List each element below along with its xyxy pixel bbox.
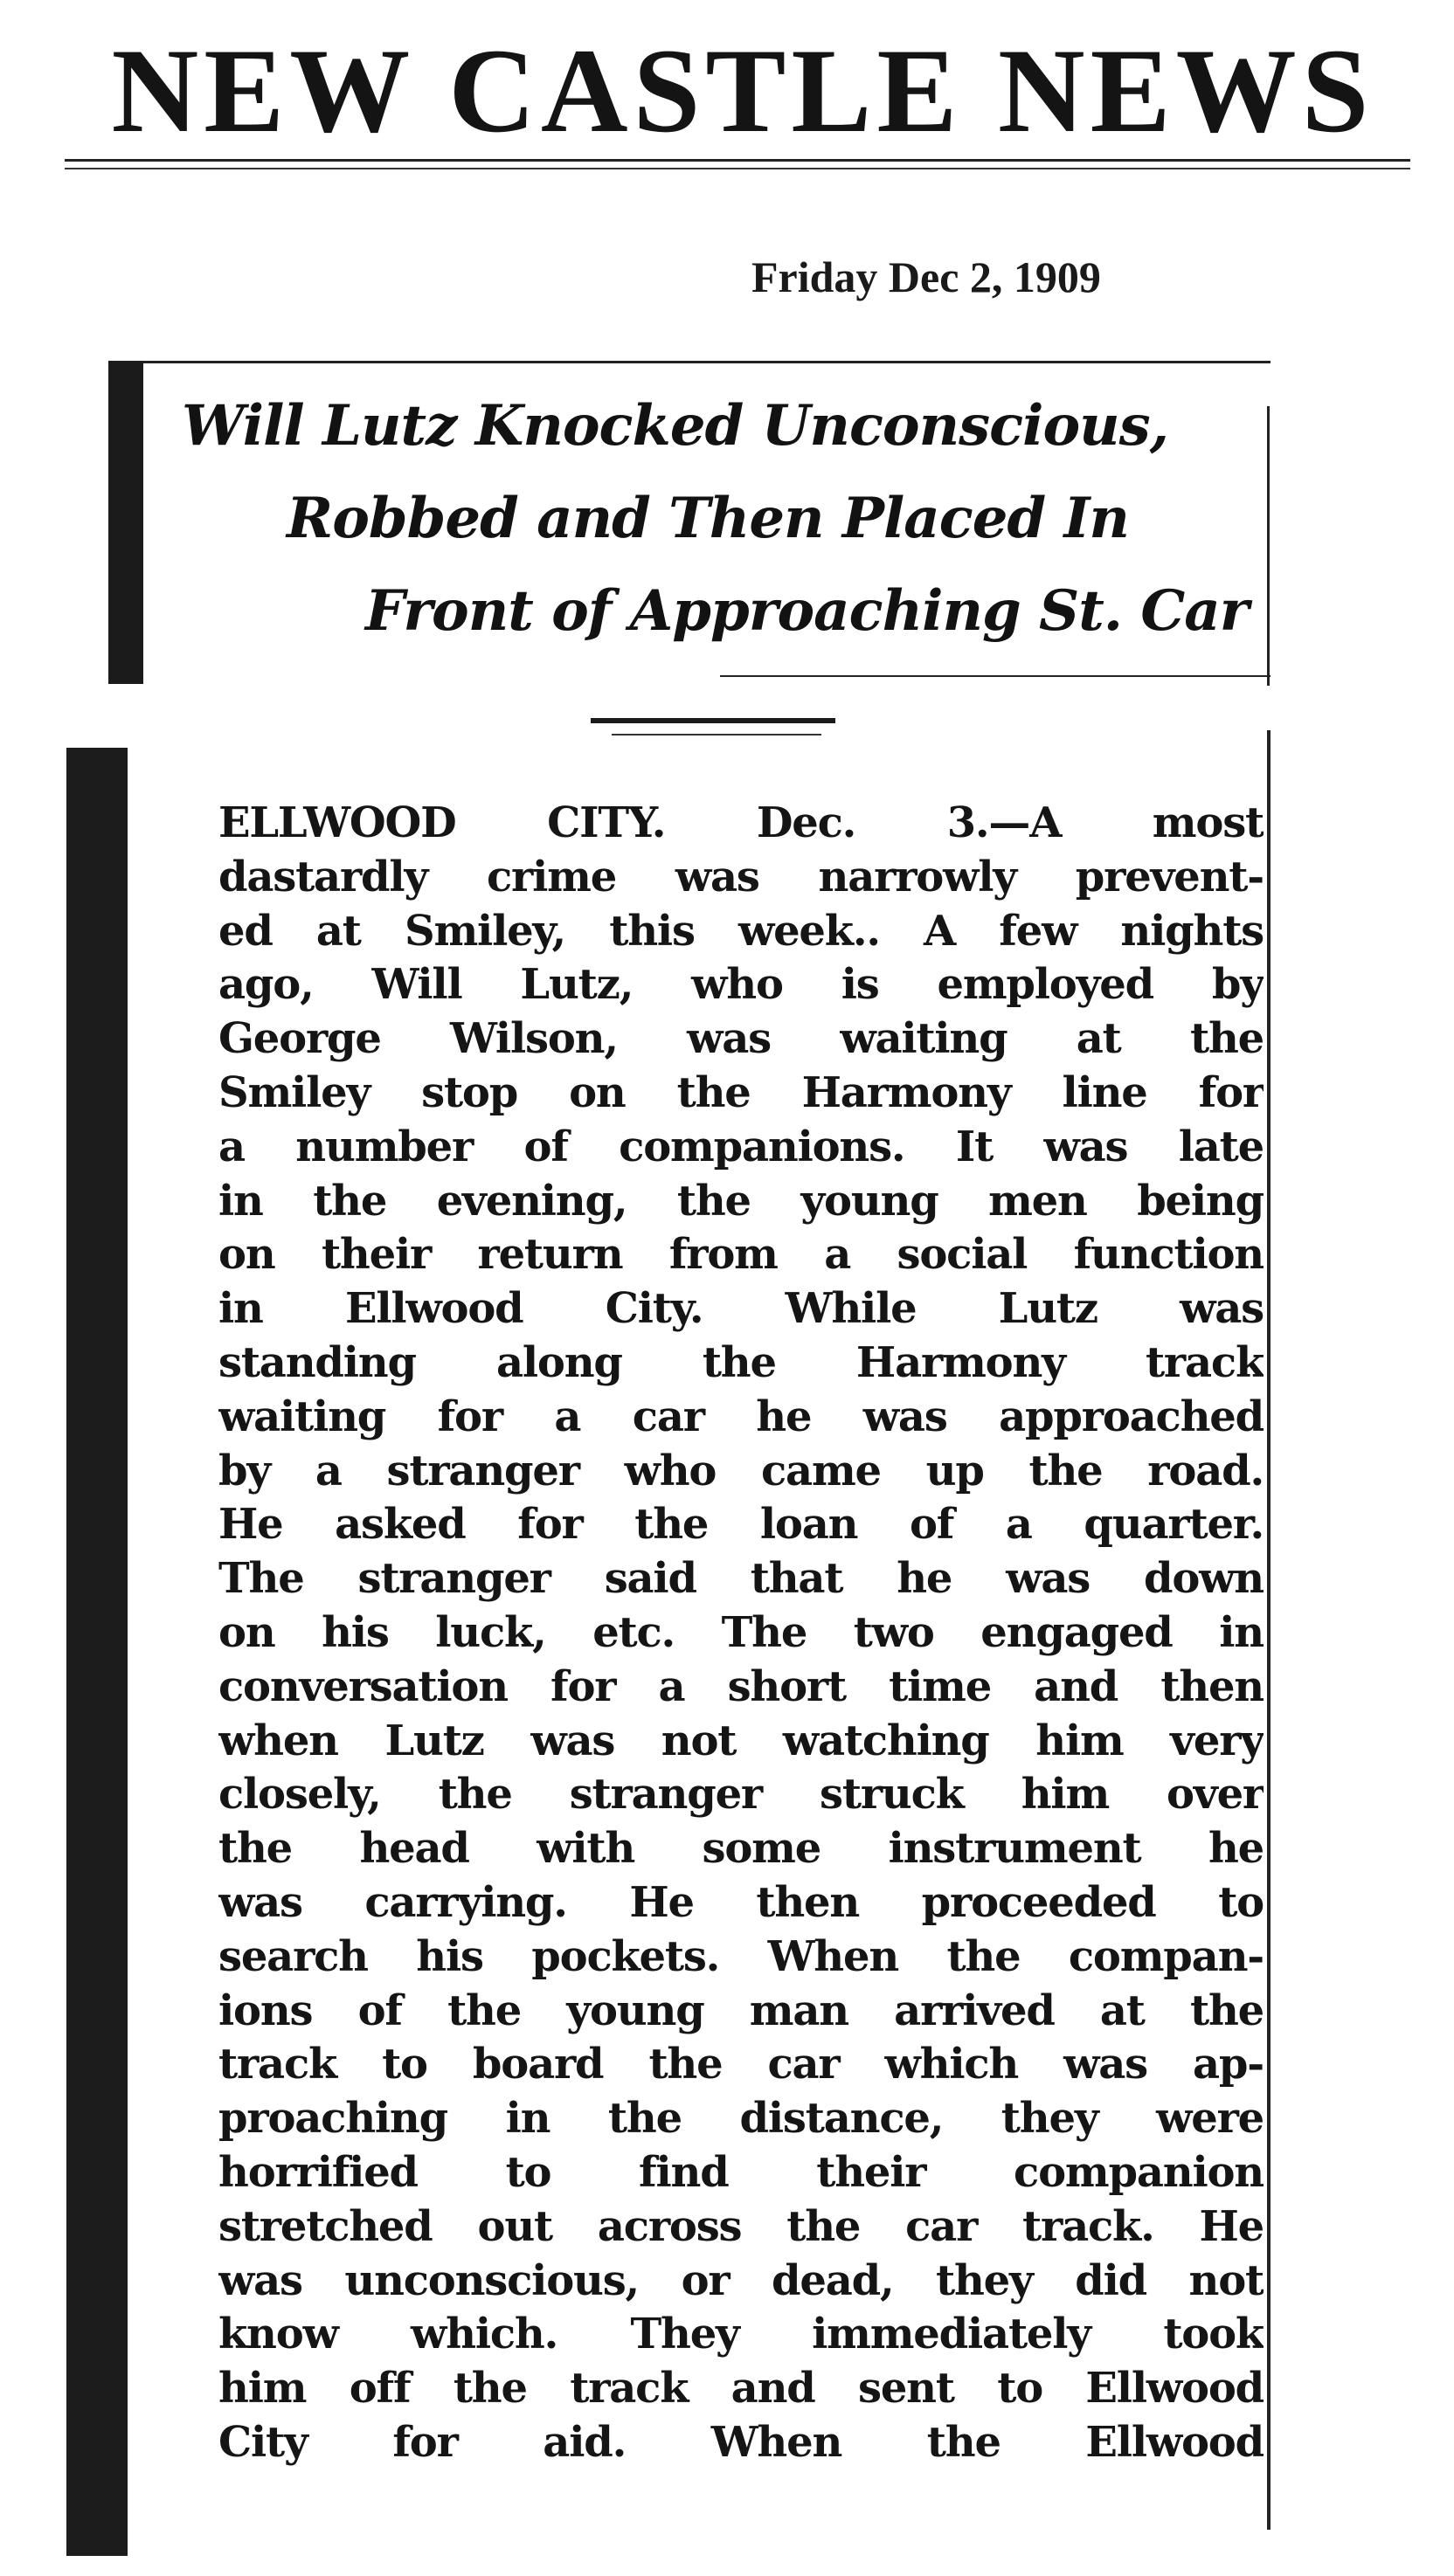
article-line: on their return from a social function (218, 1230, 1264, 1280)
article-line: on his luck, etc. The two engaged in (218, 1607, 1264, 1657)
article-line: George Wilson, was waiting at the (218, 1014, 1264, 1064)
headline-left-bar (108, 361, 143, 684)
article-left-bar (66, 748, 128, 2556)
article-line: the head with some instrument he (218, 1824, 1264, 1874)
article-right-rule (1267, 730, 1271, 2530)
article-line: search his pockets. When the compan- (218, 1931, 1264, 1981)
article-line: City for aid. When the Ellwood (218, 2417, 1264, 2467)
article-line: horrified to find their companion (218, 2147, 1264, 2197)
headline-box (108, 354, 1271, 677)
article-line: know which. They immediately took (218, 2310, 1264, 2359)
article-line: He asked for the loan of a quarter. (218, 1500, 1264, 1550)
article-line: when Lutz was not watching him very (218, 1716, 1264, 1765)
article-line: The stranger said that he was down (218, 1554, 1264, 1604)
article-line: was unconscious, or dead, they did not (218, 2255, 1264, 2305)
article-line: in the evening, the young men being (218, 1176, 1264, 1226)
article-line: closely, the stranger struck him over (218, 1770, 1264, 1820)
article-body (218, 797, 1264, 2470)
dateline: Friday Dec 2, 1909 (751, 252, 1101, 301)
article-line: by a stranger who came up the road. (218, 1446, 1264, 1495)
article-line: waiting for a car he was approached (218, 1392, 1264, 1441)
headline (182, 380, 1274, 658)
article-line: standing along the Harmony track (218, 1337, 1264, 1387)
headline-line: Will Lutz Knocked Unconscious, (182, 393, 1168, 459)
article-line: proaching in the distance, they were (218, 2094, 1264, 2144)
article-line: was carrying. He then proceeded to (218, 1877, 1264, 1927)
article-line: ELLWOOD CITY. Dec. 3.—A most (218, 798, 1264, 847)
headline-line: Front of Approaching St. Car (365, 578, 1249, 644)
article-line: track to board the car which was ap- (218, 2040, 1264, 2089)
article-line: ago, Will Lutz, who is employed by (218, 960, 1264, 1010)
headline-top-rule (143, 361, 1271, 363)
article-line: Smiley stop on the Harmony line for (218, 1067, 1264, 1117)
article-line: dastardly crime was narrowly prevent- (218, 852, 1264, 901)
article-line: ed at Smiley, this week.. A few nights (218, 906, 1264, 956)
headline-bottom-rule (720, 675, 1271, 677)
article-line: a number of companions. It was late (218, 1122, 1264, 1171)
masthead-rule-secondary (65, 168, 1410, 169)
article-line: ions of the young man arrived at the (218, 1986, 1264, 2035)
section-divider-secondary (612, 734, 821, 736)
section-divider (591, 718, 835, 723)
article-line: in Ellwood City. While Lutz was (218, 1284, 1264, 1334)
article-line: conversation for a short time and then (218, 1661, 1264, 1711)
masthead-title: NEW CASTLE NEWS (111, 23, 1374, 157)
article-line: stretched out across the car track. He (218, 2201, 1264, 2251)
article-line: him off the track and sent to Ellwood (218, 2364, 1264, 2414)
headline-line: Robbed and Then Placed In (287, 486, 1129, 551)
masthead-rule (65, 159, 1410, 162)
